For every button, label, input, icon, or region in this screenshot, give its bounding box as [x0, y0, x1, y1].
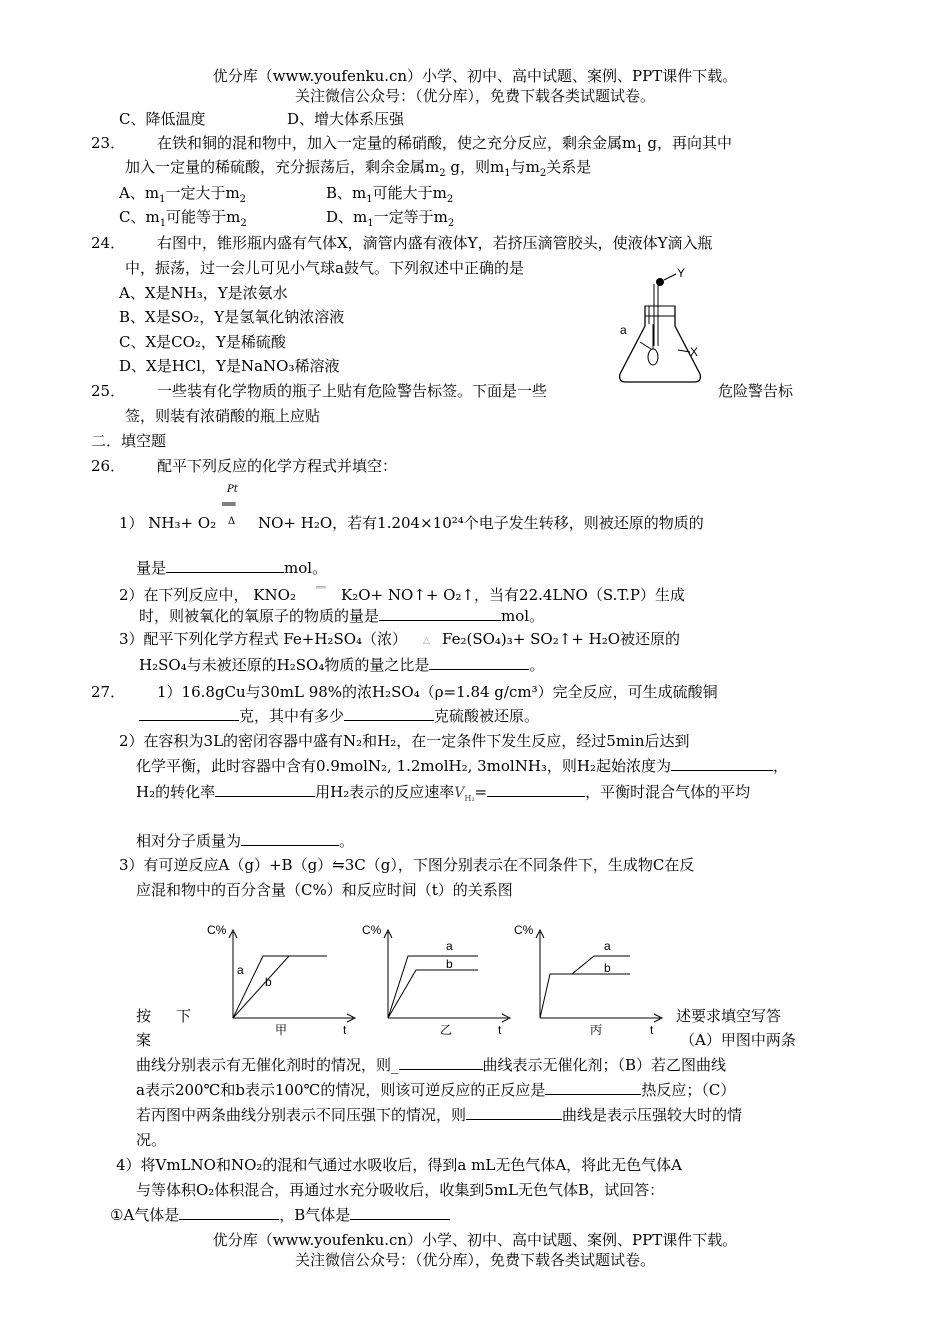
graph-yi-xlabel: t: [498, 1023, 502, 1036]
graph-bing-label-b: b: [604, 961, 611, 975]
q25-number: 25．: [91, 382, 126, 400]
answer-blank[interactable]: [350, 1205, 450, 1220]
q27-part3-line4: 况。: [136, 1131, 167, 1149]
q24-number: 24．: [91, 234, 126, 252]
q26-number: 26．: [91, 457, 126, 475]
graph-jia-label-b: b: [265, 975, 272, 989]
q23-stem-1: 在铁和铜的混和物中，加入一定量的稀硝酸，使之充分反应，剩余金属$m_1$ g，再向其中: [157, 134, 732, 155]
q24-option-c: C、X是CO₂，Y是稀硫酸: [119, 333, 286, 351]
graph-jia-label-a: a: [237, 963, 244, 977]
q26-part3-a: 3）配平下列化学方程式 Fe+H₂SO₄（浓）: [119, 630, 408, 648]
answer-blank[interactable]: [545, 1080, 641, 1095]
q27-part3-a-label: （A）甲图中两条: [680, 1031, 796, 1049]
q26-part2-b: K₂O+ NO↑+ O₂↑，当有22.4LNO（S.T.P）生成: [341, 586, 686, 604]
graph-jia-ylabel: C%: [207, 923, 227, 937]
answer-blank[interactable]: [379, 606, 501, 621]
q26-title: 配平下列反应的化学方程式并填空：: [157, 457, 398, 475]
answer-blank[interactable]: [429, 655, 529, 670]
graph-bing-label-a: a: [604, 939, 611, 953]
header-line-2: 关注微信公众号：（优分库），免费下载各类试题试卷。: [294, 87, 655, 105]
answer-blank[interactable]: [179, 1205, 279, 1220]
q25-stem-1: 一些装有化学物质的瓶子上贴有危险警告标签。下面是一些: [157, 382, 548, 400]
q23-stem-2: 加入一定量的稀硫酸，充分振荡后，剩余金属$m_2$ g，则$m_1$与$m_2$关系是: [125, 158, 592, 179]
q27-number: 27．: [91, 683, 126, 701]
q26-part2-c: 时，则被氧化的氧原子的物质的量是 mol。: [139, 607, 545, 625]
q26-part1-b: NO+ H₂O，若有1.204×10²⁴个电子发生转移，则被还原的物质的: [258, 514, 704, 532]
q25-stem-1b: 危险警告标: [718, 382, 794, 400]
q26-part1-a: 1） NH₃+ O₂: [119, 514, 217, 532]
answer-blank[interactable]: [399, 1055, 483, 1070]
catalyst-label: Pt: [227, 484, 238, 495]
graph-jia: [205, 918, 365, 1036]
q27-part3-line3: 若丙图中两条曲线分别表示不同压强下的情况，则 曲线是表示压强较大时的情: [136, 1106, 743, 1124]
graph-bing: [512, 918, 672, 1036]
answer-blank[interactable]: [139, 706, 239, 721]
q26-part1-c: 量是 mol。: [136, 559, 328, 577]
word-xia: 下: [176, 1007, 192, 1025]
graph-yi-name: 乙: [440, 1023, 453, 1036]
graph-bing-ylabel: C%: [514, 923, 534, 937]
q27-part3-c: 述要求填空写答: [676, 1007, 782, 1025]
q24-stem-2: 中，振荡，过一会儿可见小气球a鼓气。下列叙述中正确的是: [125, 259, 524, 277]
graph-yi-label-a: a: [446, 939, 453, 953]
q27-part2-a: 2）在容积为3L的密闭容器中盛有N₂和H₂，在一定条件下发生反应，经过5min后达到: [119, 732, 690, 750]
graph-bing-xlabel: t: [650, 1023, 654, 1036]
q23-option-c: C、$m_1$可能等于$m_2$: [119, 208, 247, 229]
q24-option-d: D、X是HCl，Y是NaNO₃稀溶液: [119, 357, 340, 375]
word-an: 按: [136, 1007, 152, 1025]
graph-yi-ylabel: C%: [362, 923, 382, 937]
q27-part3-line2: a表示200℃和b表示100℃的情况，则该可逆反应的正反应是 热反应；（C）: [136, 1081, 736, 1099]
answer-blank[interactable]: [487, 782, 585, 797]
heat-label: Δ: [228, 516, 236, 527]
q25-stem-2: 签，则装有浓硝酸的瓶上应贴: [125, 407, 321, 425]
flask-figure: [610, 264, 720, 386]
graph-jia-name: 甲: [275, 1023, 288, 1036]
q26-part3-c: H₂SO₄与未被还原的H₂SO₄物质的量之比是 。: [139, 656, 545, 674]
q23-option-a: A、$m_1$一定大于$m_2$: [119, 184, 247, 205]
word-an2: 案: [136, 1031, 152, 1049]
small-mark: ══: [316, 583, 326, 592]
answer-blank[interactable]: [241, 831, 339, 846]
fig-label-a: a: [620, 323, 627, 337]
q27-part3-b: 应混和物中的百分含量（C%）和反应时间（t）的关系图: [136, 881, 513, 899]
q24-stem-1: 右图中，锥形瓶内盛有气体X，滴管内盛有液体Y，若挤压滴管胶头，使液体Y滴入瓶: [157, 234, 713, 252]
footer-line-1: 优分库（www.youfenku.cn）小学、初中、高中试题、案例、PPT课件下载。: [212, 1231, 738, 1249]
q23-number: 23．: [91, 134, 126, 152]
answer-blank[interactable]: [215, 782, 315, 797]
fig-label-x: X: [690, 345, 699, 359]
q22-option-c: C、降低温度: [119, 110, 206, 128]
header-line-1: 优分库（www.youfenku.cn）小学、初中、高中试题、案例、PPT课件下载。: [212, 67, 738, 85]
q26-part3-b: Fe₂(SO₄)₃+ SO₂↑+ H₂O被还原的: [442, 630, 681, 648]
footer-line-2: 关注微信公众号：（优分库），免费下载各类试题试卷。: [294, 1251, 655, 1269]
q27-part4-a: 4）将VmLNO和NO₂的混和气通过水吸收后，得到a mL无色气体A，将此无色气体A: [116, 1156, 682, 1174]
q22-option-d: D、增大体系压强: [287, 110, 405, 128]
q27-part2-b: 化学平衡，此时容器中含有0.9molN₂, 1.2molH₂, 3molNH₃，则H₂起始浓度为 ，: [136, 757, 789, 775]
equals-sign: ══: [222, 497, 235, 511]
answer-blank[interactable]: [466, 1105, 562, 1120]
fig-label-y: Y: [677, 266, 686, 280]
graph-jia-xlabel: t: [343, 1023, 347, 1036]
q27-part4-c: ①A气体是 ，B气体是: [110, 1205, 450, 1225]
answer-blank[interactable]: [344, 706, 434, 721]
q23-option-b: B、$m_1$可能大于$m_2$: [326, 184, 454, 205]
graph-bing-name: 丙: [590, 1023, 603, 1036]
q27-part1-a: 1）16.8gCu与30mL 98%的浓H₂SO₄（ρ=1.84 g/cm³）完全反应，可生成硫酸铜: [157, 683, 718, 701]
answer-blank[interactable]: [166, 558, 284, 573]
q27-part3-line1: 曲线分别表示有无催化剂时的情况，则_ 曲线表示无催化剂；（B）若乙图曲线: [136, 1056, 727, 1074]
q27-part2-d: 相对分子质量为 。: [136, 832, 355, 850]
q24-option-a: A、X是NH₃，Y是浓氨水: [119, 284, 288, 302]
q24-option-b: B、X是SO₂，Y是氢氧化钠浓溶液: [119, 308, 345, 326]
graph-yi-label-b: b: [446, 957, 453, 971]
q23-option-d: D、$m_1$一定等于$m_2$: [326, 208, 455, 229]
q27-part3-a: 3）有可逆反应A（g）+B（g）⇋3C（g），下图分别表示在不同条件下，生成物C在反: [119, 856, 695, 874]
section-title-fill: 二．填空题: [91, 432, 167, 450]
q27-part1-b: 克，其中有多少 克硫酸被还原。: [139, 706, 539, 726]
q27-part4-b: 与等体积O₂体积混合，再通过水充分吸收后，收集到5mL无色气体B，试回答：: [136, 1181, 665, 1199]
answer-blank[interactable]: [671, 756, 773, 771]
small-mark: △: [423, 636, 430, 646]
q27-part2-c: H₂的转化率 用H₂表示的反应速率$V_{H_2}=$ ，平衡时混合气体的平均: [136, 783, 751, 803]
graph-yi: [360, 918, 520, 1036]
q26-part2-a: 2）在下列反应中， KNO₂: [119, 586, 296, 604]
